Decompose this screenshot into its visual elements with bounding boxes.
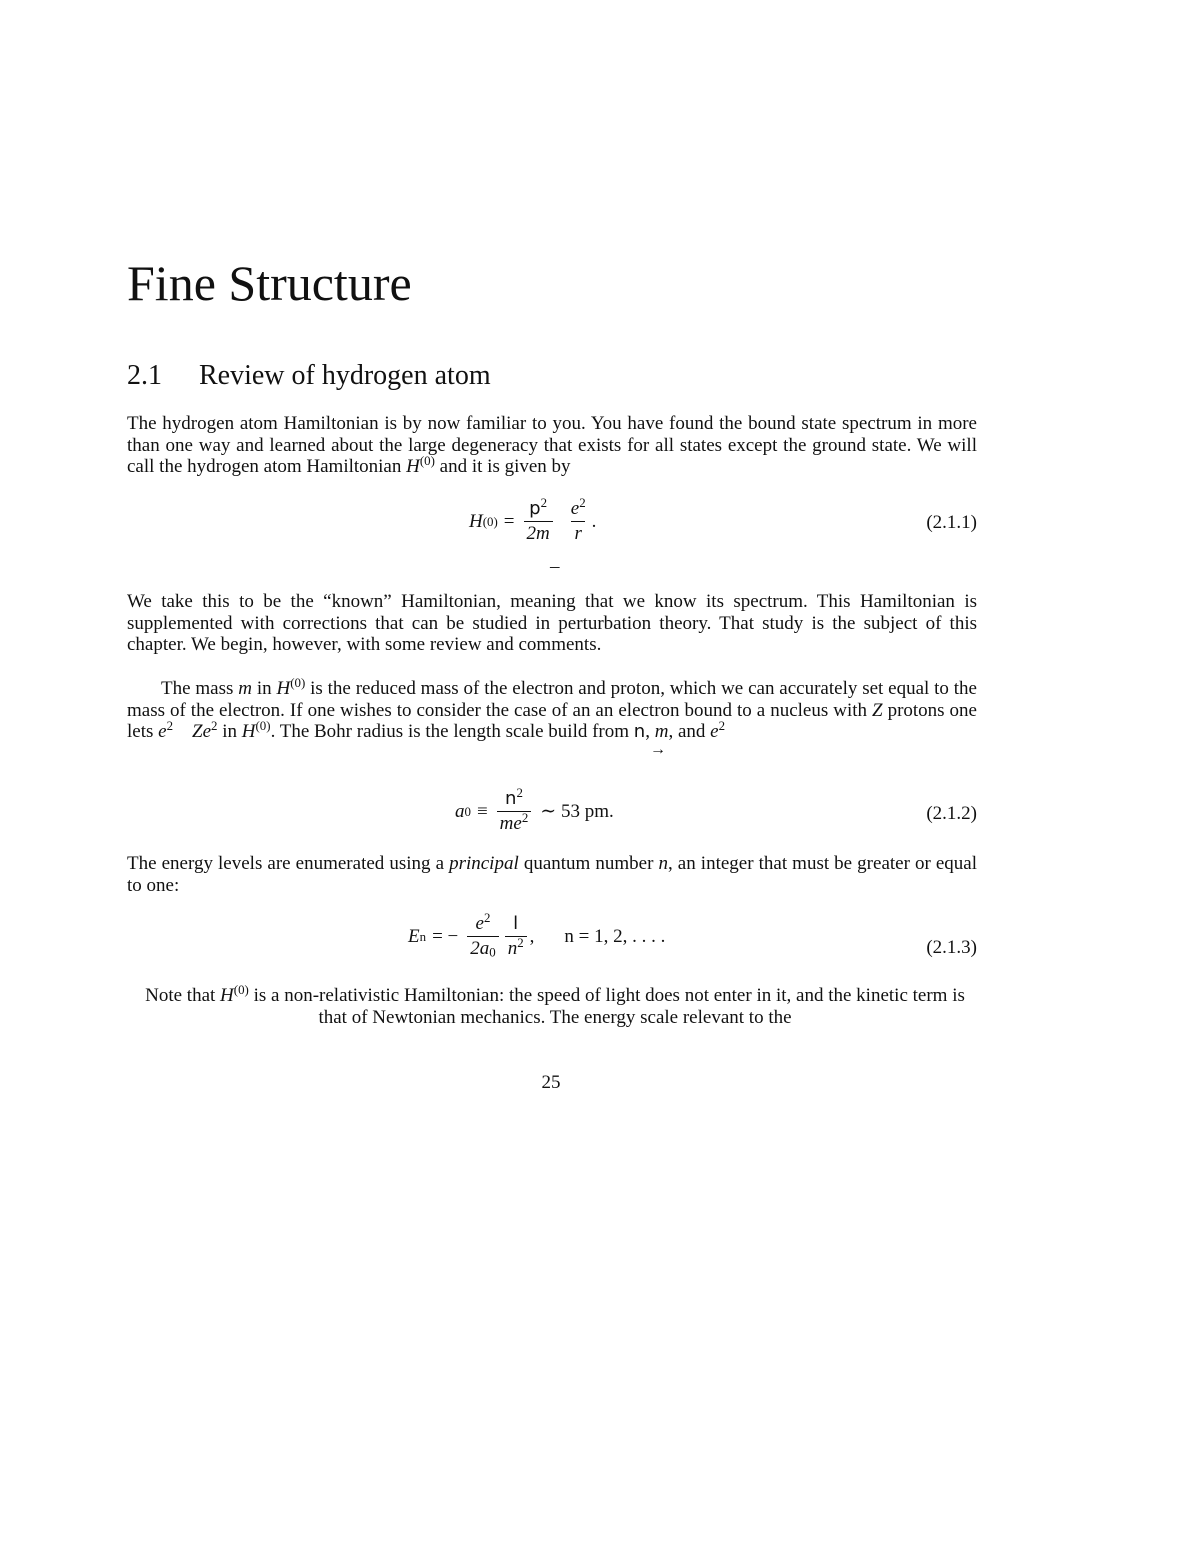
- section-title: Review of hydrogen atom: [199, 360, 491, 391]
- equation-2-1-3: E n = − $\frac{e^2}{2a_0}$ $\frac{l}{n^2}$ , n = 1, 2, . . . . (2.1.3): [408, 909, 977, 960]
- equation-label: (2.1.1): [926, 512, 977, 533]
- paragraph-non-relativistic: Note that $H^{(0)}$ is a non-relativistic Hamiltonian: the speed of light does not enter in it, and the kinetic term is that of Newtonian mechanics. The energy scale relevant to the: [145, 981, 965, 1028]
- paragraph-energy-levels: The energy levels are enumerated using a principal quantum number n, an integer that must be greater or equal to one:: [127, 853, 978, 896]
- equation-minus-mark: –: [550, 556, 560, 577]
- paragraph-intro: The hydrogen atom Hamiltonian is by now familiar to you. You have found the bound state spectrum in more than one way and learned about the large degeneracy that exists for all states except the ground state. We will call the hydrogen atom Hamiltonian $H^{(0)}$ and it is given by: [127, 413, 977, 477]
- fraction-kinetic: $\frac{p^2}{2m}$: [524, 497, 553, 546]
- chapter-title: Fine Structure: [127, 255, 412, 311]
- section-heading: [127, 362, 491, 390]
- equation-label: (2.1.3): [926, 937, 977, 958]
- section-number: 2.1: [127, 360, 162, 391]
- equation-label: (2.1.2): [926, 803, 977, 824]
- equation-2-1-1: H (0) = $\frac{p^2}{2m}$ $\frac{e^2}{r}$ . – (2.1.1): [469, 494, 977, 577]
- fraction-potential: $\frac{e^2}{r}$: [570, 494, 586, 544]
- symbol-H: H: [406, 456, 420, 477]
- fraction-n-squared: $\frac{l}{n^2}$: [505, 912, 527, 961]
- page-number: 25: [541, 1072, 561, 1093]
- fraction-bohr-radius: $\frac{n^2}{me^2}$: [497, 787, 532, 836]
- fraction-energy-scale: $\frac{e^2}{2a_0}$: [467, 912, 498, 961]
- paragraph-reduced-mass: The mass m in $H^{(0)}$ is the reduced mass of the electron and proton, which we can accurately set equal to the mass of the electron. If one wishes to consider the case of an an electron bound to a nucleus with Z protons one lets $e^2$ Ze$^2$ in $H^{(0)}$. The Bohr radius is the length scale build from n, m, and $e^2$: [127, 674, 977, 742]
- arrow-mark: →: [650, 741, 666, 758]
- paragraph-known-hamiltonian: We take this to be the “known” Hamiltonian, meaning that we know its spectrum. This Hamiltonian is supplemented with corrections that can be studied in perturbation theory. That study is the subject of this chapter. We begin, however, with some review and comments.: [127, 591, 977, 655]
- equation-2-1-2: a 0 ≡ $\frac{n^2}{me^2}$ ∼ 53 pm. (2.1.2): [455, 784, 977, 834]
